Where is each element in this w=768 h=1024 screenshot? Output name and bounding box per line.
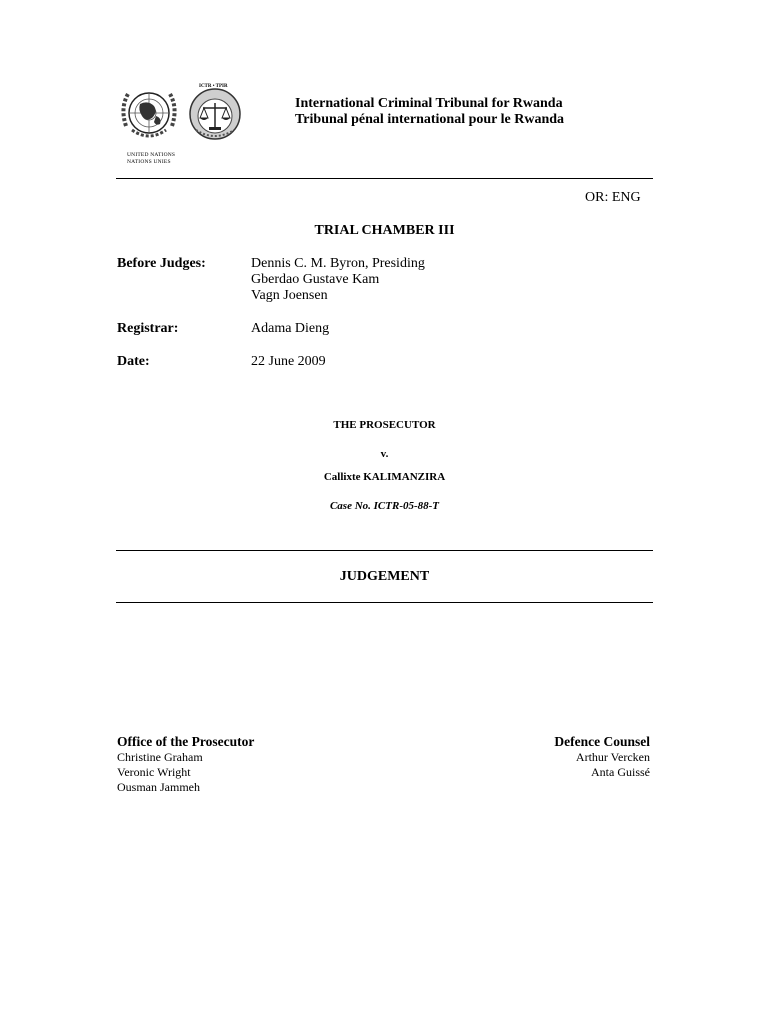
versus: v. xyxy=(380,448,389,460)
defence-counsel-name: Anta Guissé xyxy=(591,765,650,779)
date-label: Date: xyxy=(117,354,150,369)
prosecution-block xyxy=(117,734,254,795)
judge-name: Vagn Joensen xyxy=(251,288,328,303)
prosecution-counsel-name: Ousman Jammeh xyxy=(117,780,200,794)
logos xyxy=(118,86,244,148)
judges-list xyxy=(251,256,425,304)
judgement-date: 22 June 2009 xyxy=(251,354,326,369)
registrar-name: Adama Dieng xyxy=(251,321,330,336)
tribunal-title-fr: Tribunal pénal international pour le Rwanda xyxy=(295,112,565,127)
judgement-rule-bottom xyxy=(116,602,653,603)
judgement-rule-top xyxy=(116,550,653,551)
tribunal-title-en: International Criminal Tribunal for Rwanda xyxy=(295,96,563,111)
document-type: JUDGEMENT xyxy=(339,569,430,584)
judge-name: Dennis C. M. Byron, Presiding xyxy=(251,256,425,271)
accused-name: Callixte KALIMANZIRA xyxy=(323,471,446,483)
un-caption-line: UNITED NATIONS xyxy=(127,152,176,158)
header-logos xyxy=(118,86,244,148)
prosecution-counsel-name: Christine Graham xyxy=(117,750,203,764)
defence-heading: Defence Counsel xyxy=(554,734,650,749)
original-language: OR: ENG xyxy=(585,190,641,205)
un-caption xyxy=(127,152,175,166)
un-emblem-icon xyxy=(123,93,174,136)
prosecution-heading: Office of the Prosecutor xyxy=(117,734,255,749)
judges-label: Before Judges: xyxy=(117,256,206,271)
ictr-seal-icon xyxy=(190,89,240,139)
case-number: Case No. ICTR-05-88-T xyxy=(329,500,440,512)
registrar-label: Registrar: xyxy=(117,321,179,336)
ictr-seal-lettering: ICTR • TPIR xyxy=(199,84,228,89)
chamber-title: TRIAL CHAMBER III xyxy=(314,223,455,238)
defence-block xyxy=(450,734,650,780)
prosecution-counsel-name: Veronic Wright xyxy=(117,765,191,779)
prosecutor-party: THE PROSECUTOR xyxy=(333,419,436,431)
un-caption-line: NATIONS UNIES xyxy=(127,159,171,165)
header-divider xyxy=(116,178,653,179)
defence-counsel-name: Arthur Vercken xyxy=(575,750,650,764)
judge-name: Gberdao Gustave Kam xyxy=(251,272,380,287)
